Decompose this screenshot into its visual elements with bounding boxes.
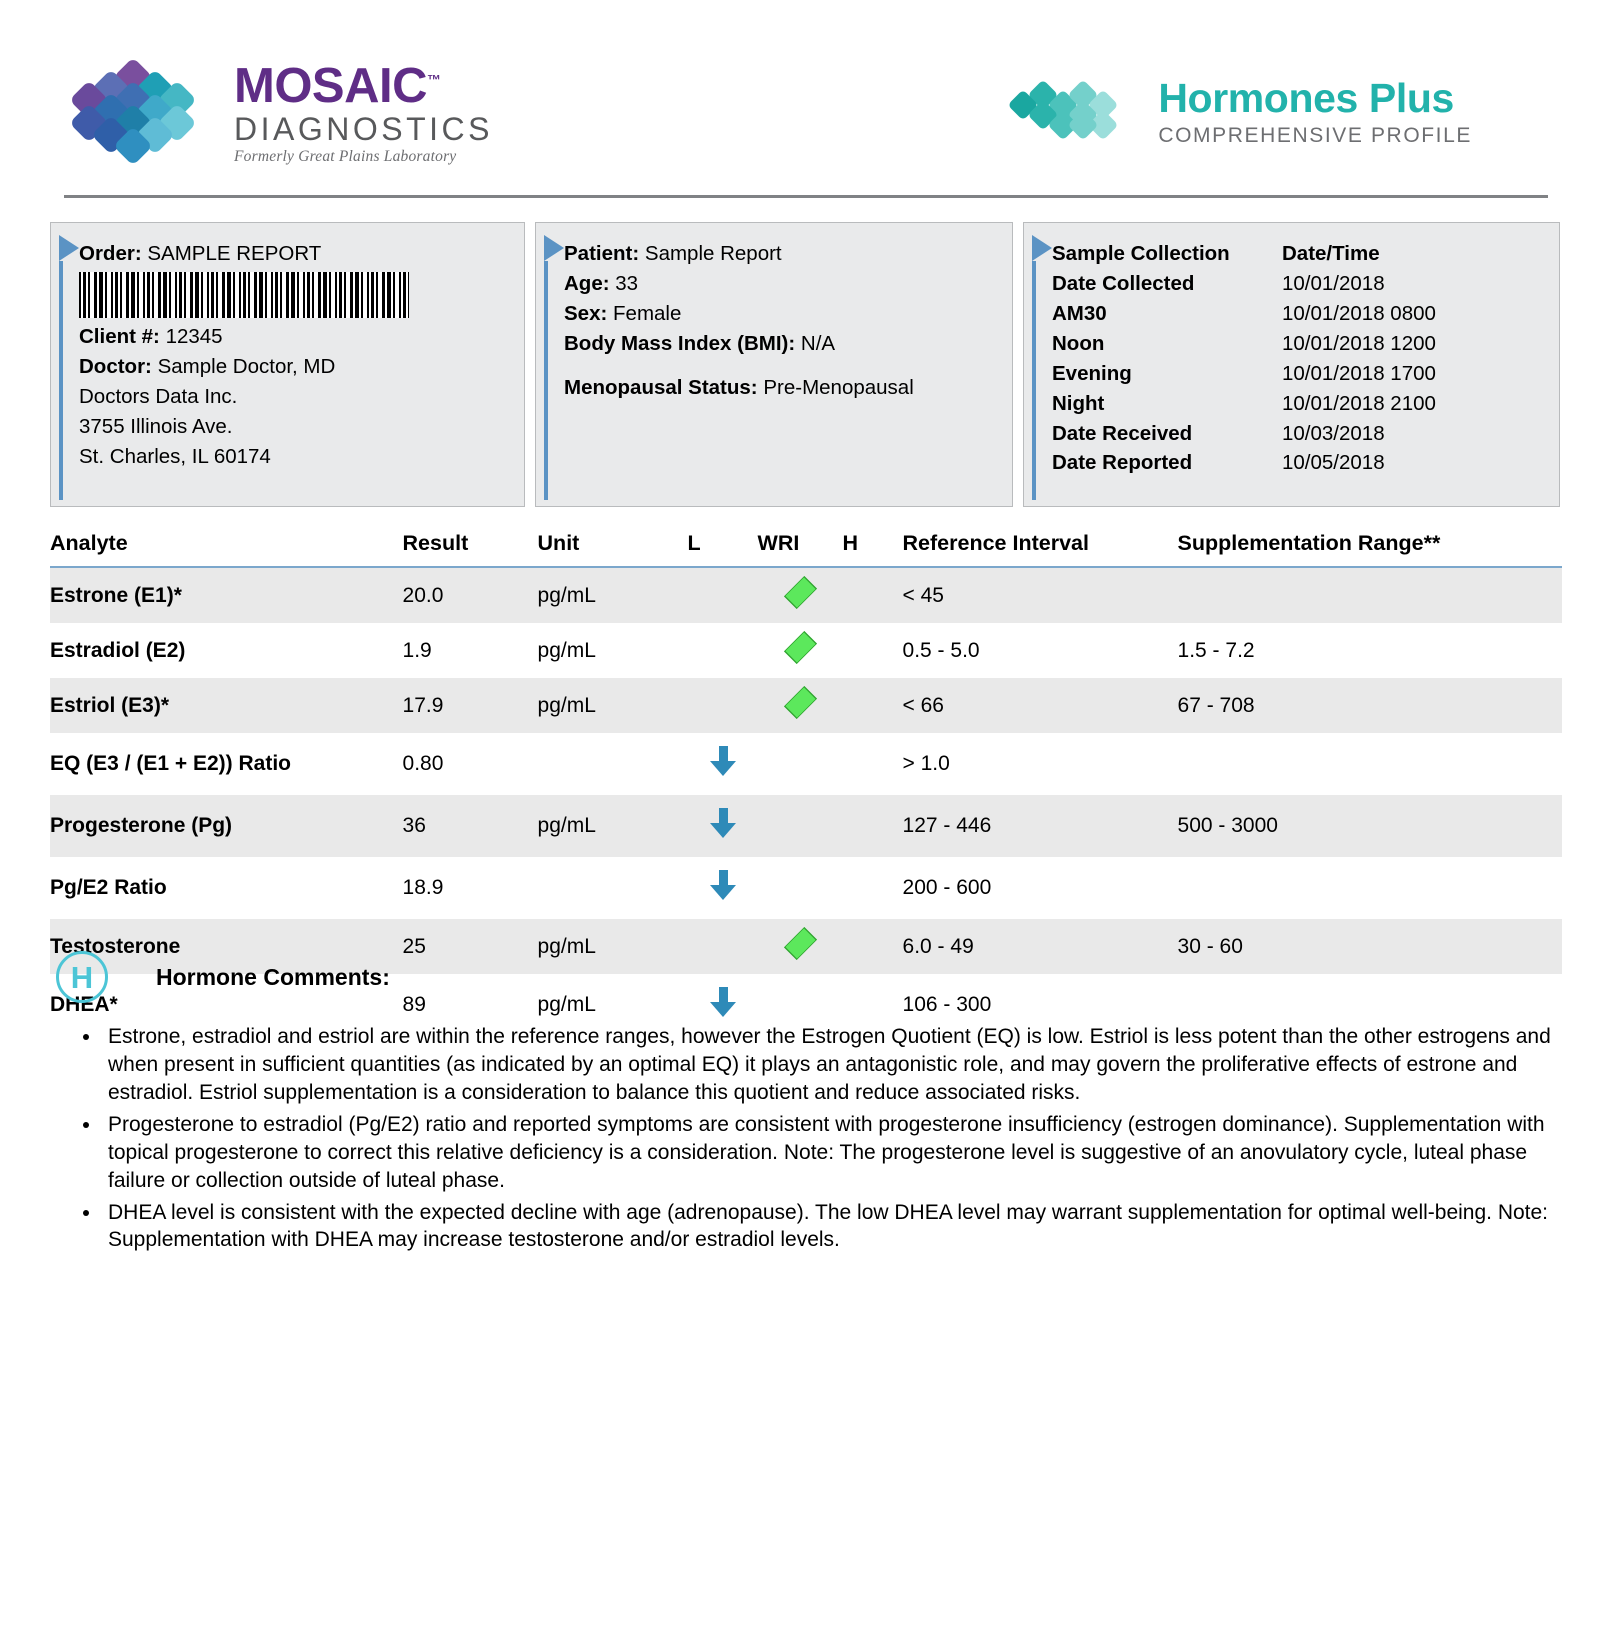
menopausal-status-value: Pre-Menopausal xyxy=(763,375,914,399)
hormones-plus-logo-icon xyxy=(1012,84,1142,162)
cell-unit: pg/mL xyxy=(538,678,688,733)
cell-high-flag xyxy=(843,678,903,733)
hormone-comments-section xyxy=(50,945,1562,1258)
cell-supplementation-range: 500 - 3000 xyxy=(1178,795,1562,857)
comment-item: • DHEA level is consistent with the expected decline with age (adrenopause). The low DHEA level may warrant supplementation for optimal well-being. Note: Supplementation with DHEA may increase testosterone and/or estradiol levels. xyxy=(102,1199,1562,1255)
cell-reference-interval: 200 - 600 xyxy=(902,876,992,899)
order-line xyxy=(79,239,510,269)
cell-reference-interval: 106 - 300 xyxy=(902,993,992,1016)
cell-high-flag xyxy=(843,857,903,919)
within-range-diamond-icon xyxy=(784,576,817,609)
trademark-symbol: ™ xyxy=(427,71,441,88)
collection-grid xyxy=(1052,239,1545,478)
accent-bar xyxy=(544,261,548,500)
collection-row-label: Noon xyxy=(1052,331,1105,355)
spacer xyxy=(564,359,998,373)
comments-list xyxy=(50,1023,1562,1254)
bmi-label: Body Mass Index (BMI): xyxy=(564,331,796,355)
column-header-supplementation-range: Supplementation Range** xyxy=(1178,525,1562,567)
patient-label: Patient: xyxy=(564,242,640,265)
doctor-label: Doctor: xyxy=(79,354,152,378)
mosaic-former-name: Formerly Great Plains Laboratory xyxy=(234,148,457,165)
cell-analyte: Estradiol (E2) xyxy=(50,638,186,662)
collection-row-value: 10/01/2018 1200 xyxy=(1282,331,1436,355)
barcode-image xyxy=(79,272,409,318)
collection-row-label: Date Collected xyxy=(1052,271,1195,295)
collection-header-right: Date/Time xyxy=(1282,242,1380,265)
cell-supplementation-range xyxy=(1178,857,1562,919)
cell-result: 20.0 xyxy=(403,567,538,623)
cell-wri-flag xyxy=(758,857,843,919)
cell-supplementation-range xyxy=(1178,733,1562,795)
mosaic-subtitle: DIAGNOSTICS xyxy=(234,111,493,147)
menopausal-status-line xyxy=(564,373,998,403)
cell-wri-flag xyxy=(758,567,843,623)
bmi-value: N/A xyxy=(800,331,836,355)
cell-unit: pg/mL xyxy=(537,993,596,1016)
cell-analyte: Estriol (E3)* xyxy=(50,678,403,733)
collection-row-value: 10/01/2018 2100 xyxy=(1282,391,1436,415)
cell-wri-flag xyxy=(758,733,843,795)
cell-result: 25 xyxy=(403,919,538,974)
low-arrow-icon xyxy=(710,870,736,900)
collection-row-label: Evening xyxy=(1052,361,1132,385)
age-line xyxy=(564,269,998,299)
comments-title: Hormone Comments: xyxy=(156,963,390,990)
column-header-result: Result xyxy=(403,525,538,567)
arrow-marker-icon xyxy=(59,235,79,261)
cell-unit: pg/mL xyxy=(538,795,688,857)
collection-row-value: 10/01/2018 xyxy=(1282,271,1385,295)
column-header-unit: Unit xyxy=(538,525,688,567)
header-divider xyxy=(64,195,1548,198)
sex-label: Sex: xyxy=(564,301,608,325)
cell-reference-interval: > 1.0 xyxy=(902,752,950,775)
within-range-diamond-icon xyxy=(784,631,817,664)
collection-row-value: 10/01/2018 0800 xyxy=(1282,301,1436,325)
cell-reference-interval: < 66 xyxy=(903,678,1178,733)
collection-row-label: AM30 xyxy=(1052,301,1107,325)
cell-low-flag xyxy=(688,623,758,678)
doctor-line xyxy=(79,352,510,382)
cell-reference-interval: 6.0 - 49 xyxy=(903,919,1178,974)
cell-result: 0.80 xyxy=(402,752,444,775)
cell-supplementation-range xyxy=(1178,567,1562,623)
cell-analyte: DHEA* xyxy=(50,993,118,1016)
cell-wri-flag xyxy=(758,623,843,678)
cell-high-flag xyxy=(843,795,903,857)
cell-unit: pg/mL xyxy=(537,638,596,662)
comment-item: • Estrone, estradiol and estriol are within the reference ranges, however the Estrogen Quotient (EQ) is low. Estriol is less potent than the other estrogens and when present in sufficient quantities (as indicated by an optimal EQ) it plays an antagonistic role, and may govern the proliferative effects of estrone and estradiol. Estriol supplementation is a consideration to balance this quotient and reduce associated risks. xyxy=(102,1023,1562,1107)
cell-result: 17.9 xyxy=(403,678,538,733)
sex-value: Female xyxy=(613,301,682,325)
column-header-wri: WRI xyxy=(758,525,843,567)
cell-unit xyxy=(538,733,688,795)
cell-analyte: EQ (E3 / (E1 + E2)) Ratio xyxy=(50,752,291,775)
client-label: Client #: xyxy=(79,324,160,348)
cell-unit: pg/mL xyxy=(538,919,688,974)
product-title: Hormones Plus xyxy=(1158,75,1454,121)
patient-info-box xyxy=(535,222,1013,507)
hormone-circle-icon xyxy=(56,951,108,1003)
age-value: 33 xyxy=(615,271,639,295)
hormone-icon-letter: H xyxy=(70,959,94,995)
cell-supplementation-range: 30 - 60 xyxy=(1178,919,1562,974)
cell-unit: pg/mL xyxy=(538,567,688,623)
collection-row-value: 10/03/2018 xyxy=(1282,421,1385,445)
collection-header-left: Sample Collection xyxy=(1052,242,1230,265)
collection-row-label: Night xyxy=(1052,391,1105,415)
order-value: SAMPLE REPORT xyxy=(147,242,322,265)
cell-high-flag xyxy=(843,733,903,795)
bmi-line xyxy=(564,329,998,359)
hormones-plus-logo xyxy=(1012,75,1472,162)
accent-bar xyxy=(1032,261,1036,500)
mosaic-logo-icon xyxy=(75,63,220,163)
low-arrow-icon xyxy=(710,808,736,838)
client-line xyxy=(79,322,510,352)
cell-low-flag xyxy=(688,857,758,919)
address-line-2: 3755 Illinois Ave. xyxy=(79,414,233,438)
address-line-3: St. Charles, IL 60174 xyxy=(79,444,271,468)
table-row xyxy=(50,857,1562,919)
comment-item: • Progesterone to estradiol (Pg/E2) ratio and reported symptoms are consistent with progesterone insufficiency (estrogen dominance). Supplementation with topical progesterone to correct this relative deficiency is a consideration. Note: The progesterone level is suggestive of an anovulatory cycle, luteal phase failure or collection outside of luteal phase. xyxy=(102,1111,1562,1195)
arrow-marker-icon xyxy=(544,235,564,261)
cell-low-flag xyxy=(688,567,758,623)
patient-value: Sample Report xyxy=(644,242,782,265)
cell-analyte: Pg/E2 Ratio xyxy=(50,876,167,899)
cell-analyte: Estrone (E1)* xyxy=(50,567,403,623)
cell-wri-flag xyxy=(758,678,843,733)
cell-wri-flag xyxy=(758,795,843,857)
cell-low-flag xyxy=(688,678,758,733)
cell-analyte: Testosterone xyxy=(50,919,403,974)
cell-result: 36 xyxy=(403,795,538,857)
client-value: 12345 xyxy=(165,324,223,348)
table-row xyxy=(50,623,1562,678)
hormones-plus-wordmark xyxy=(1158,75,1472,147)
order-info-box xyxy=(50,222,525,507)
results-table-head xyxy=(50,525,1562,567)
collection-row-label: Date Reported xyxy=(1052,451,1193,475)
column-header-reference-interval: Reference Interval xyxy=(903,525,1178,567)
doctor-value: Sample Doctor, MD xyxy=(157,354,336,378)
within-range-diamond-icon xyxy=(784,686,817,719)
column-header-high: H xyxy=(843,525,903,567)
mosaic-name: MOSAIC xyxy=(234,59,427,113)
cell-analyte: Progesterone (Pg) xyxy=(50,795,403,857)
arrow-marker-icon xyxy=(1032,235,1052,261)
column-header-analyte: Analyte xyxy=(50,525,403,567)
collection-row-value: 10/05/2018 xyxy=(1282,451,1385,475)
table-header-row xyxy=(50,525,1562,567)
page-header xyxy=(0,0,1612,190)
cell-high-flag xyxy=(843,567,903,623)
column-header-low: L xyxy=(688,525,758,567)
table-row xyxy=(50,733,1562,795)
address-line-1: Doctors Data Inc. xyxy=(79,384,238,408)
product-subtitle: COMPREHENSIVE PROFILE xyxy=(1158,124,1472,147)
patient-info-panels xyxy=(50,222,1562,507)
cell-reference-interval: < 45 xyxy=(903,567,1178,623)
cell-supplementation-range: 1.5 - 7.2 xyxy=(1177,638,1255,662)
cell-result: 18.9 xyxy=(402,876,444,899)
cell-supplementation-range: 67 - 708 xyxy=(1178,678,1562,733)
cell-low-flag xyxy=(688,795,758,857)
cell-reference-interval: 0.5 - 5.0 xyxy=(902,638,980,662)
cell-result: 89 xyxy=(402,993,426,1016)
mosaic-logo-wordmark xyxy=(234,59,493,165)
table-row xyxy=(50,678,1562,733)
collection-row-label: Date Received xyxy=(1052,421,1193,445)
collection-row-value: 10/01/2018 1700 xyxy=(1282,361,1436,385)
sex-line xyxy=(564,299,998,329)
table-row xyxy=(50,567,1562,623)
table-row xyxy=(50,795,1562,857)
cell-unit xyxy=(538,857,688,919)
low-arrow-icon xyxy=(710,746,736,776)
cell-reference-interval: 127 - 446 xyxy=(903,795,1178,857)
order-label: Order: xyxy=(79,242,142,265)
cell-high-flag xyxy=(843,623,903,678)
cell-low-flag xyxy=(688,733,758,795)
accent-bar xyxy=(59,261,63,500)
age-label: Age: xyxy=(564,271,610,295)
patient-line xyxy=(564,239,998,269)
comments-header xyxy=(50,945,1562,1009)
sample-collection-box xyxy=(1023,222,1560,507)
cell-result: 1.9 xyxy=(402,638,432,662)
mosaic-diagnostics-logo xyxy=(75,59,493,165)
menopausal-status-label: Menopausal Status: xyxy=(564,375,758,399)
